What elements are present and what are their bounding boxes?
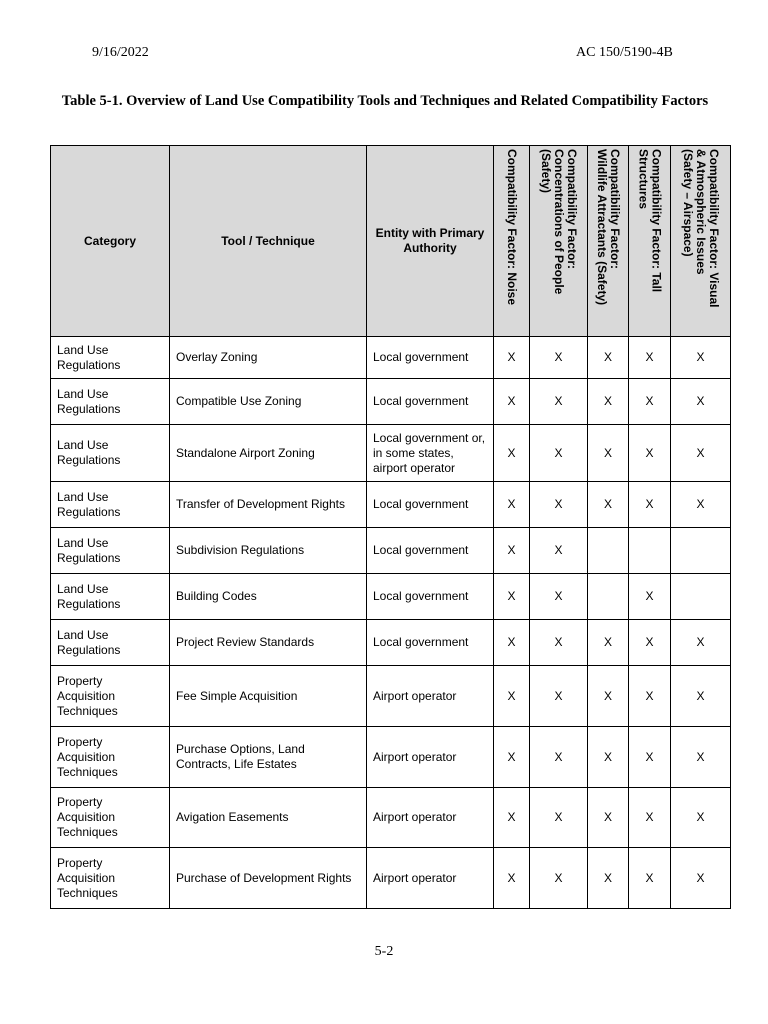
header-people-label: Compatibility Factor: Concentrations of People (Safety) <box>539 148 579 294</box>
header-entity: Entity with Primary Authority <box>367 146 494 337</box>
cell-visual: X <box>671 482 731 528</box>
cell-wildlife: X <box>588 666 629 727</box>
header-wildlife-label: Compatibility Factor: Wildlife Attractants (Safety) <box>595 148 622 305</box>
cell-people: X <box>530 727 588 788</box>
cell-tool: Purchase Options, Land Contracts, Life Estates <box>170 727 367 788</box>
header-concentrations-of-people <box>530 146 588 337</box>
table-row <box>51 482 731 528</box>
cell-noise: X <box>494 848 530 909</box>
cell-tall: X <box>629 788 671 848</box>
header-noise <box>494 146 530 337</box>
cell-tool: Purchase of Development Rights <box>170 848 367 909</box>
cell-visual: X <box>671 620 731 666</box>
cell-tool: Transfer of Development Rights <box>170 482 367 528</box>
table-row <box>51 337 731 379</box>
cell-entity: Local government or, in some states, airport operator <box>367 425 494 482</box>
cell-tool: Building Codes <box>170 574 367 620</box>
cell-people: X <box>530 788 588 848</box>
cell-wildlife: X <box>588 788 629 848</box>
cell-people: X <box>530 620 588 666</box>
cell-visual: X <box>671 727 731 788</box>
cell-people: X <box>530 379 588 425</box>
cell-category: Land Use Regulations <box>51 379 170 425</box>
table-row <box>51 528 731 574</box>
cell-noise: X <box>494 788 530 848</box>
table-row <box>51 788 731 848</box>
cell-people: X <box>530 425 588 482</box>
cell-category: Property Acquisition Techniques <box>51 788 170 848</box>
header-category: Category <box>51 146 170 337</box>
header-visual-atmospheric <box>671 146 731 337</box>
cell-entity: Airport operator <box>367 727 494 788</box>
page-number: 5-2 <box>374 944 394 959</box>
cell-tool: Compatible Use Zoning <box>170 379 367 425</box>
header-visual-label: Compatibility Factor: Visual & Atmospheric Issues (Safety – Airspace) <box>681 148 721 307</box>
cell-category: Land Use Regulations <box>51 482 170 528</box>
cell-tool: Subdivision Regulations <box>170 528 367 574</box>
table-title: Table 5-1. Overview of Land Use Compatibility Tools and Techniques and Related Compatibility Factors <box>61 93 709 109</box>
cell-category: Property Acquisition Techniques <box>51 848 170 909</box>
cell-visual: X <box>671 788 731 848</box>
cell-visual: X <box>671 848 731 909</box>
cell-people: X <box>530 337 588 379</box>
cell-wildlife: X <box>588 848 629 909</box>
cell-wildlife: X <box>588 337 629 379</box>
cell-wildlife: X <box>588 727 629 788</box>
table-row <box>51 666 731 727</box>
cell-tool: Standalone Airport Zoning <box>170 425 367 482</box>
cell-tool: Fee Simple Acquisition <box>170 666 367 727</box>
compatibility-table <box>50 145 731 909</box>
table-header-row <box>51 146 731 337</box>
cell-noise: X <box>494 727 530 788</box>
cell-category: Land Use Regulations <box>51 425 170 482</box>
header-wildlife-attractants <box>588 146 629 337</box>
cell-people: X <box>530 574 588 620</box>
header-document-id: AC 150/5190-4B <box>576 45 673 60</box>
cell-noise: X <box>494 337 530 379</box>
cell-tall: X <box>629 379 671 425</box>
cell-people: X <box>530 482 588 528</box>
cell-entity: Airport operator <box>367 848 494 909</box>
cell-tall: X <box>629 425 671 482</box>
cell-entity: Local government <box>367 574 494 620</box>
cell-entity: Local government <box>367 379 494 425</box>
cell-noise: X <box>494 620 530 666</box>
header-noise-label: Compatibility Factor: Noise <box>505 148 519 305</box>
table-row <box>51 425 731 482</box>
cell-people: X <box>530 666 588 727</box>
cell-noise: X <box>494 379 530 425</box>
cell-tall: X <box>629 848 671 909</box>
cell-tall <box>629 528 671 574</box>
cell-people: X <box>530 848 588 909</box>
cell-noise: X <box>494 574 530 620</box>
cell-category: Land Use Regulations <box>51 574 170 620</box>
table-row <box>51 848 731 909</box>
header-date: 9/16/2022 <box>92 45 149 60</box>
cell-tool: Avigation Easements <box>170 788 367 848</box>
cell-wildlife: X <box>588 379 629 425</box>
cell-noise: X <box>494 482 530 528</box>
cell-tall: X <box>629 727 671 788</box>
cell-tall: X <box>629 666 671 727</box>
cell-people: X <box>530 528 588 574</box>
cell-wildlife: X <box>588 482 629 528</box>
cell-entity: Local government <box>367 337 494 379</box>
cell-category: Property Acquisition Techniques <box>51 727 170 788</box>
cell-category: Land Use Regulations <box>51 620 170 666</box>
cell-noise: X <box>494 666 530 727</box>
cell-wildlife <box>588 574 629 620</box>
cell-entity: Airport operator <box>367 788 494 848</box>
cell-visual: X <box>671 337 731 379</box>
cell-entity: Local government <box>367 620 494 666</box>
table-row <box>51 727 731 788</box>
cell-tool: Project Review Standards <box>170 620 367 666</box>
header-tall-label: Compatibility Factor: Tall Structures <box>636 148 664 292</box>
cell-tall: X <box>629 620 671 666</box>
table-row <box>51 379 731 425</box>
cell-category: Land Use Regulations <box>51 528 170 574</box>
cell-tall: X <box>629 482 671 528</box>
cell-wildlife: X <box>588 620 629 666</box>
cell-entity: Local government <box>367 528 494 574</box>
cell-tall: X <box>629 337 671 379</box>
cell-visual: X <box>671 425 731 482</box>
header-tool-technique: Tool / Technique <box>170 146 367 337</box>
cell-tall: X <box>629 574 671 620</box>
cell-tool: Overlay Zoning <box>170 337 367 379</box>
cell-category: Property Acquisition Techniques <box>51 666 170 727</box>
cell-wildlife: X <box>588 425 629 482</box>
table-row <box>51 620 731 666</box>
cell-entity: Airport operator <box>367 666 494 727</box>
cell-entity: Local government <box>367 482 494 528</box>
cell-category: Land Use Regulations <box>51 337 170 379</box>
header-tall-structures <box>629 146 671 337</box>
cell-noise: X <box>494 425 530 482</box>
cell-visual: X <box>671 379 731 425</box>
cell-visual <box>671 574 731 620</box>
cell-visual: X <box>671 666 731 727</box>
table-row <box>51 574 731 620</box>
cell-wildlife <box>588 528 629 574</box>
cell-noise: X <box>494 528 530 574</box>
cell-visual <box>671 528 731 574</box>
